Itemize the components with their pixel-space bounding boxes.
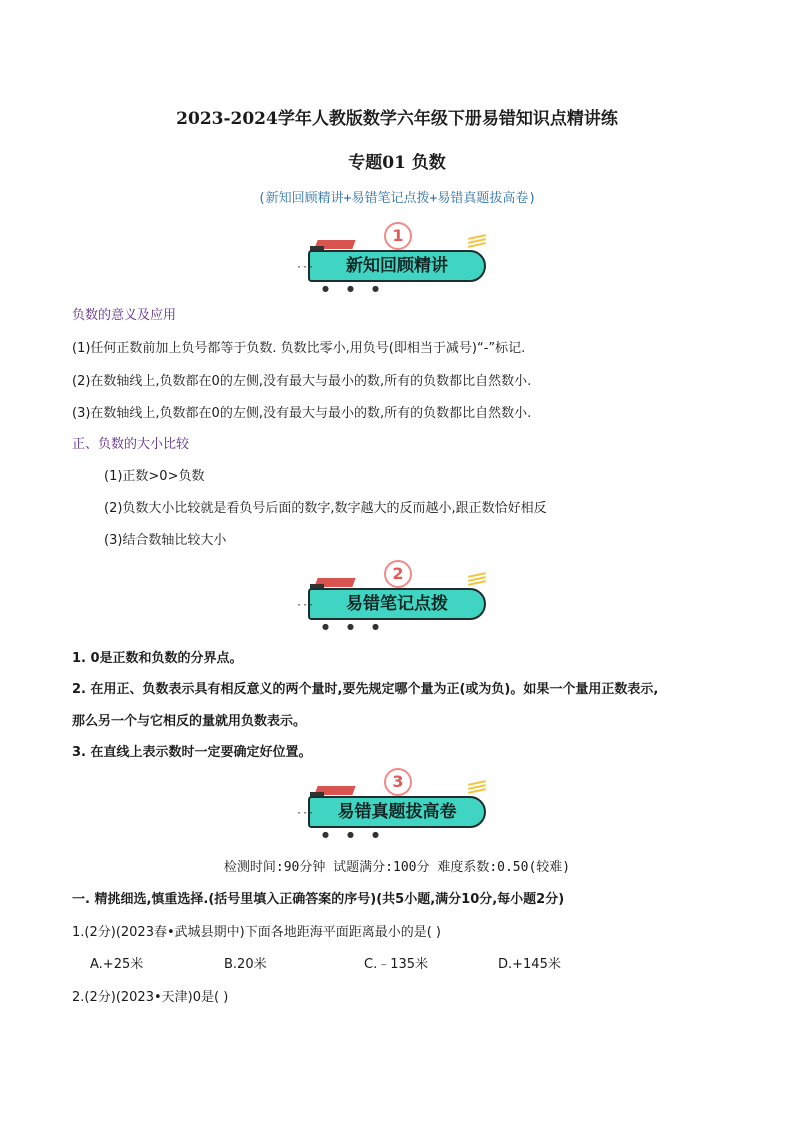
banner-stripes	[468, 236, 486, 246]
heading-negative-meaning: 负数的意义及应用	[72, 308, 177, 323]
review-item: (1)任何正数前加上负号都等于负数. 负数比零小,用负号(即相当于减号)“-”标记.	[72, 341, 526, 356]
banner-wheels: ●●●	[322, 284, 397, 293]
compare-item: (2)负数大小比较就是看负号后面的数字,数字越大的反而越小,跟正数恰好相反	[104, 501, 547, 516]
banner-dash: ···	[296, 262, 315, 273]
review-item: (3)在数轴线上,负数都在0的左侧,没有最大与最小的数,所有的负数都比自然数小.	[72, 406, 532, 421]
banner-stripes	[468, 574, 486, 584]
banner-dash: ···	[296, 600, 315, 611]
note-item: 3. 在直线上表示数时一定要确定好位置。	[72, 745, 312, 760]
section-banner-exam	[296, 768, 496, 838]
page-tagline: (新知回顾精讲+易错笔记点拨+易错真题拔高卷)	[257, 191, 537, 206]
exam-meta: 检测时间:90分钟 试题满分:100分 难度系数:0.50(较难)	[223, 860, 571, 875]
q1-option-c: C.﹣135米	[364, 957, 429, 972]
banner-number: 3	[384, 768, 412, 796]
banner-wheels: ●●●	[322, 622, 397, 631]
banner-label: 易错真题拔高卷	[337, 802, 457, 822]
note-item: 那么另一个与它相反的量就用负数表示。	[72, 714, 307, 729]
compare-item: (1)正数>0>负数	[104, 469, 205, 484]
banner-label: 易错笔记点拨	[346, 594, 448, 614]
q1-option-d: D.+145米	[498, 957, 561, 972]
banner-stripes	[468, 782, 486, 792]
banner-label: 新知回顾精讲	[346, 256, 448, 276]
review-item: (2)在数轴线上,负数都在0的左侧,没有最大与最小的数,所有的负数都比自然数小.	[72, 374, 532, 389]
banner-wheels: ●●●	[322, 830, 397, 839]
banner-number: 2	[384, 560, 412, 588]
q1-option-b: B.20米	[224, 957, 267, 972]
section-banner-notes	[296, 560, 496, 630]
section-heading: 一. 精挑细选,慎重选择.(括号里填入正确答案的序号)(共5小题,满分10分,每小题2分)	[72, 892, 565, 907]
compare-item: (3)结合数轴比较大小	[104, 533, 227, 548]
question-1: 1.(2分)(2023春•武城县期中)下面各地距海平面距离最小的是( )	[72, 925, 441, 940]
page-title: 2023-2024学年人教版数学六年级下册易错知识点精讲练	[176, 109, 618, 129]
question-2: 2.(2分)(2023•天津)0是( )	[72, 990, 229, 1005]
section-banner-review	[296, 222, 496, 292]
heading-compare: 正、负数的大小比较	[72, 437, 190, 452]
page-subtitle: 专题01 负数	[348, 153, 446, 173]
note-item: 1. 0是正数和负数的分界点。	[72, 651, 243, 666]
banner-number: 1	[384, 222, 412, 250]
banner-dash: ···	[296, 808, 315, 819]
note-item: 2. 在用正、负数表示具有相反意义的两个量时,要先规定哪个量为正(或为负)。如果一个量用正数表示,	[72, 682, 659, 697]
q1-option-a: A.+25米	[90, 957, 144, 972]
